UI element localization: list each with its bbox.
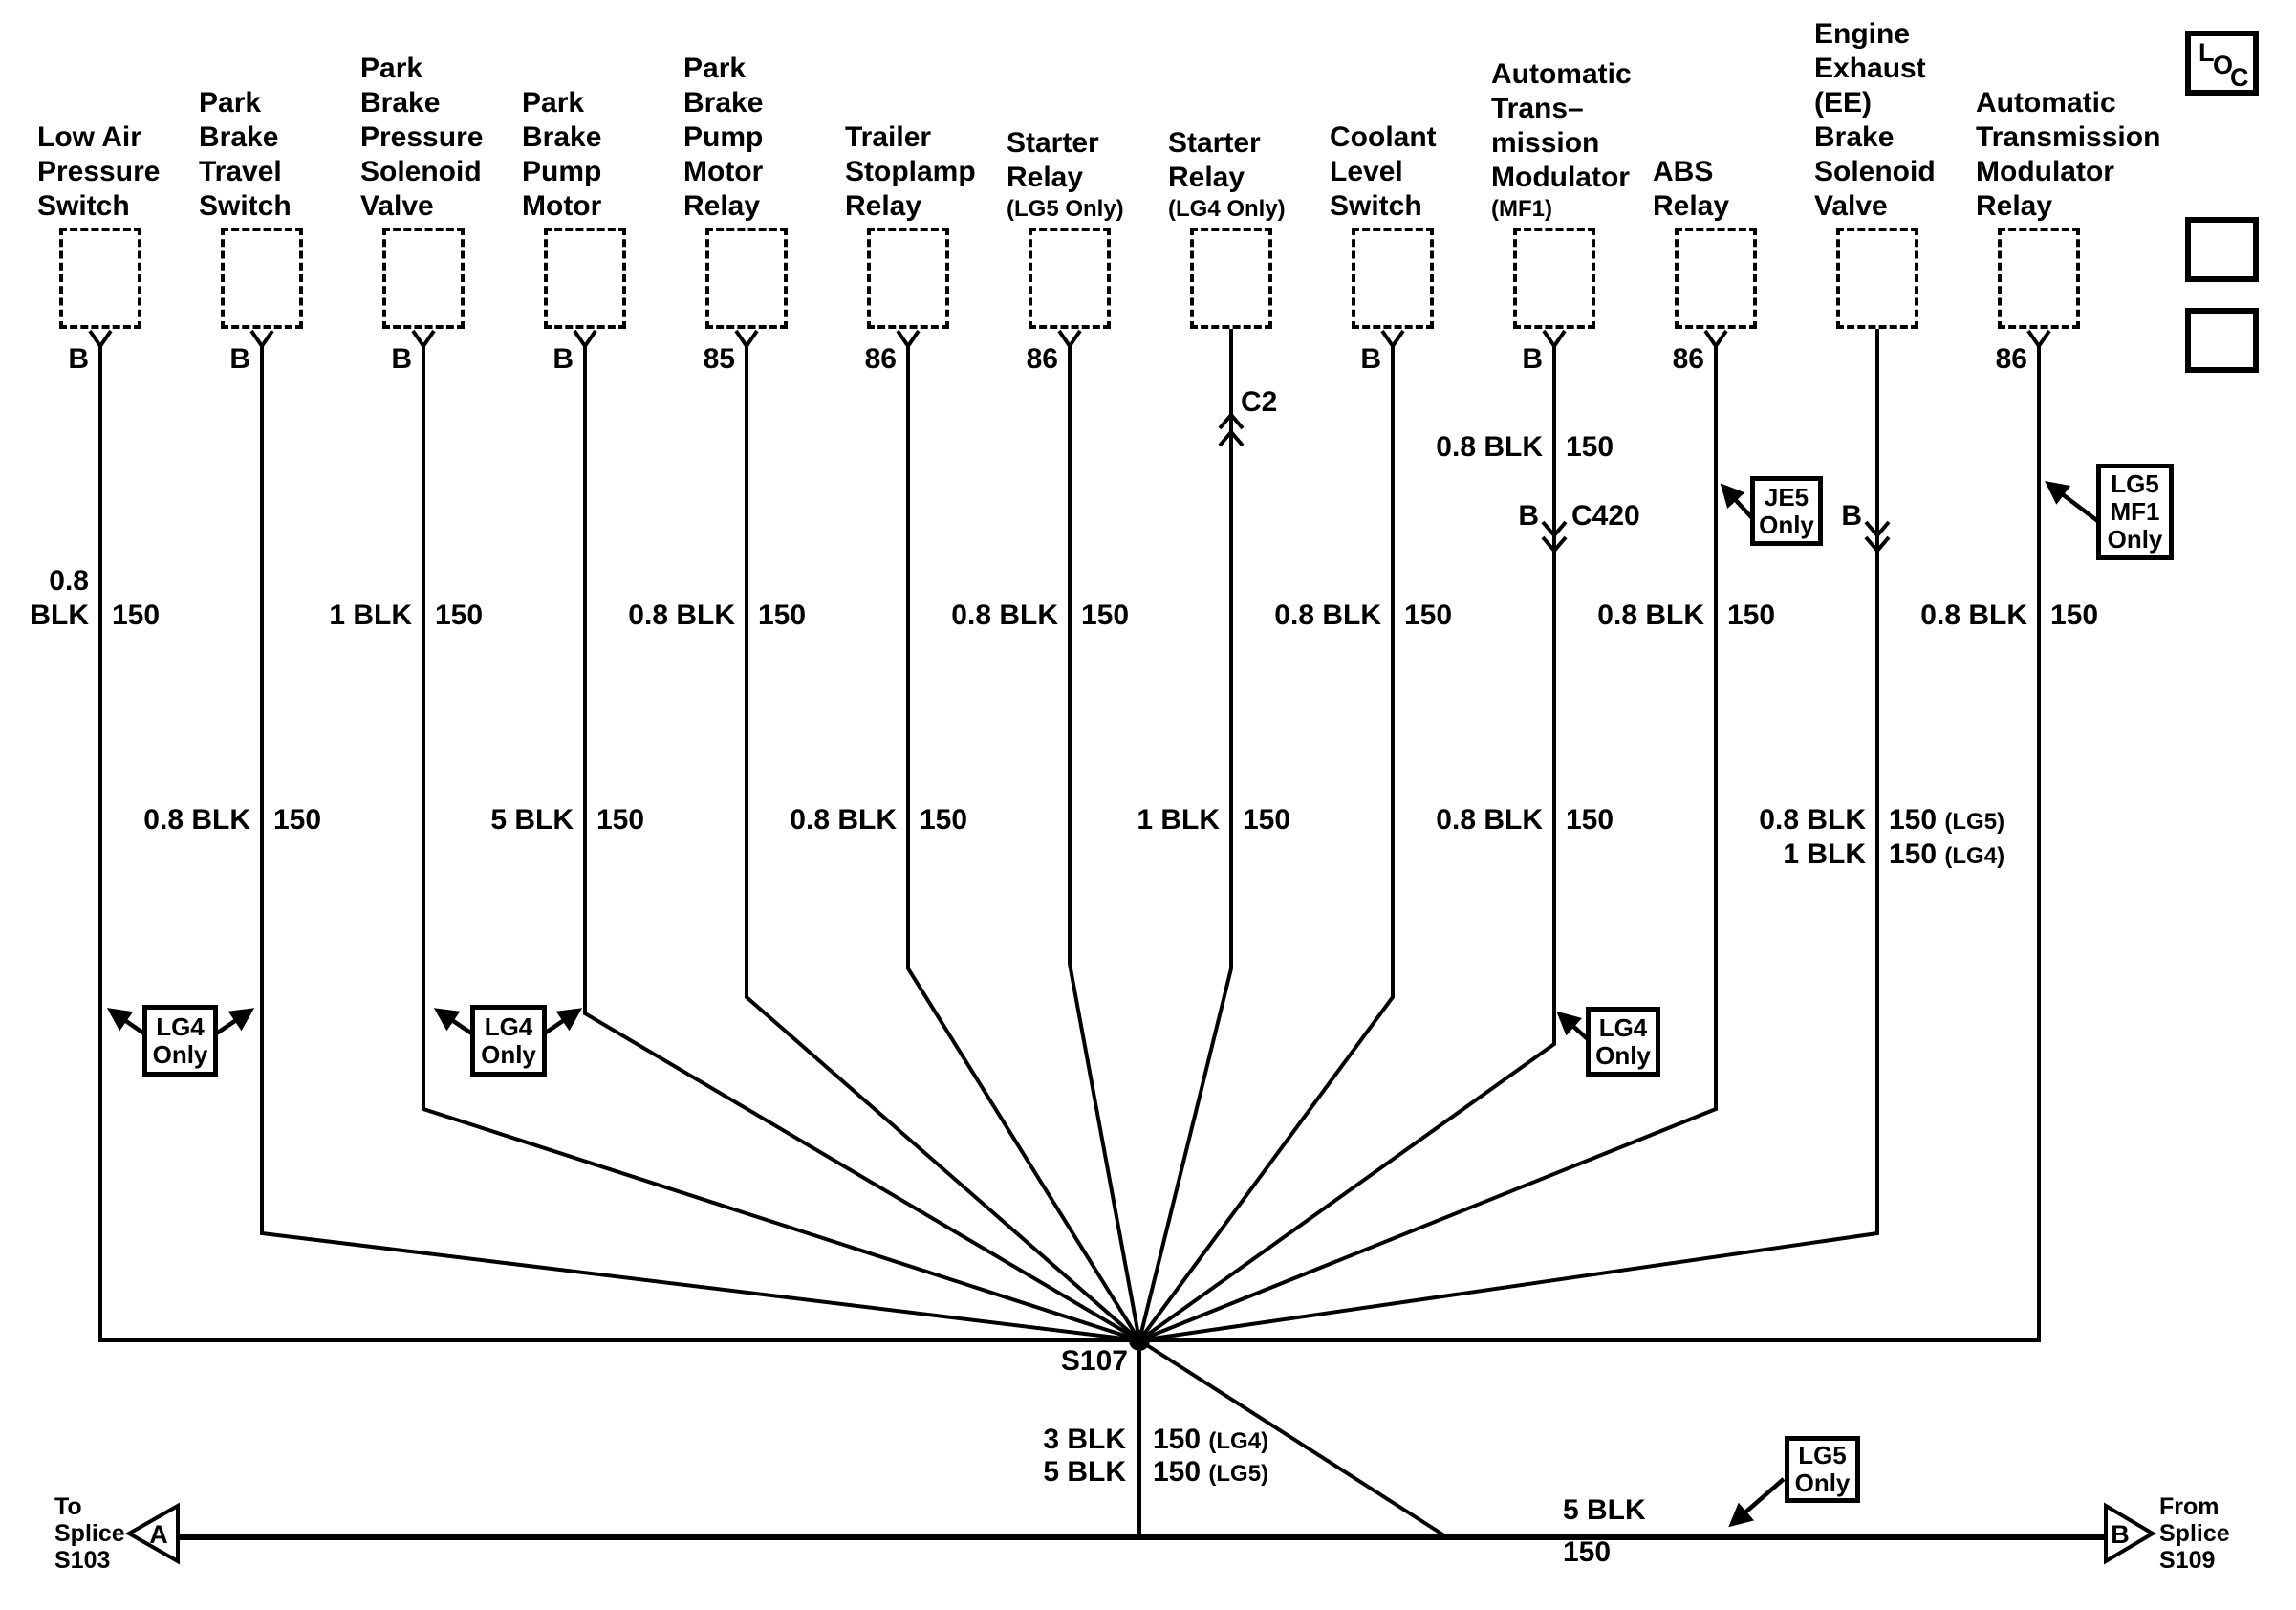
component-label-line: Low Air xyxy=(37,121,141,153)
component-label xyxy=(1168,126,1286,224)
wire-circuit-label: 150 xyxy=(1404,599,1453,631)
wire-size-color-label: 0.8 BLK xyxy=(790,804,897,836)
component-box-ee-brake-solenoid-valve xyxy=(1836,228,1918,329)
wire-park-brake-pump-motor-relay xyxy=(747,346,1139,1340)
note-line: LG4 xyxy=(156,1012,205,1041)
pin-label: 86 xyxy=(864,343,897,375)
wire-size-color-label: 5 BLK xyxy=(1043,1456,1126,1488)
wire-trailer-stoplamp-relay xyxy=(908,346,1139,1340)
wire-park-brake-travel-switch xyxy=(262,346,1139,1340)
component-box-auto-trans-modulator-relay xyxy=(1998,228,2080,329)
component-label xyxy=(37,120,160,224)
component-label xyxy=(1653,155,1729,224)
wire-circuit-number: 150 xyxy=(1153,1456,1202,1488)
pin-label: 86 xyxy=(1026,343,1058,375)
note-line: Only xyxy=(1595,1040,1651,1070)
component-box-starter-relay-lg4 xyxy=(1190,228,1272,329)
component-label-line: Relay xyxy=(1007,162,1084,193)
connector-c420-label: C420 xyxy=(1571,500,1640,532)
component-label xyxy=(1491,57,1632,224)
component-label-line: Modulator xyxy=(1491,162,1630,193)
endpoint-line: Splice xyxy=(2159,1520,2230,1547)
lg4-note-arrow xyxy=(1560,1014,1588,1039)
component-label-line: (EE) xyxy=(1814,87,1872,119)
wire-circuit-number: 150 xyxy=(1889,804,1938,836)
component-label-line: Stoplamp xyxy=(845,156,976,187)
wire-circuit-label xyxy=(1889,838,2004,874)
note-line: MF1 xyxy=(2110,497,2160,526)
component-label-line: Pump xyxy=(522,156,602,187)
pin-fork-icon xyxy=(413,331,434,346)
wire-size-color-label: 1 BLK xyxy=(329,599,412,631)
wire-circuit-label: 150 xyxy=(273,804,322,836)
note-line: Only xyxy=(1794,1469,1851,1497)
wire-circuit-label: 150 xyxy=(758,599,807,631)
component-label-qualifier: (LG5 Only) xyxy=(1007,196,1124,222)
note-box-lg4-only xyxy=(142,1005,218,1077)
wire-circuit-note: (LG5) xyxy=(1208,1461,1269,1487)
splice-a-tag: A xyxy=(149,1520,168,1549)
wire-size-color-label: 0.8 BLK xyxy=(1759,804,1866,836)
component-label-line: Motor xyxy=(683,156,764,187)
wire-circuit-label: 150 xyxy=(596,804,645,836)
pin-label: 86 xyxy=(1995,343,2027,375)
endpoint-line: From xyxy=(2159,1493,2220,1520)
note-line: LG4 xyxy=(1598,1012,1648,1042)
component-label-line: ABS xyxy=(1653,156,1714,187)
pin-fork-icon xyxy=(574,331,596,346)
wire-circuit-label xyxy=(1889,803,2004,839)
connector-pin-label: B xyxy=(1518,500,1539,532)
wire-park-brake-pressure-solenoid-valve xyxy=(423,346,1139,1340)
component-label-line: Pressure xyxy=(360,121,484,153)
wire-circuit-label: 150 xyxy=(112,599,161,631)
connector-pin-label: B xyxy=(1841,500,1862,532)
component-label-line: Exhaust xyxy=(1814,53,1926,84)
wire-size-color-label: 0.8 BLK xyxy=(951,599,1058,631)
note-line: JE5 xyxy=(1764,482,1809,511)
wire-size-color-label: 0.8 BLK xyxy=(143,804,250,836)
note-box-lg5-mf1-only xyxy=(2096,464,2174,560)
pin-label: B xyxy=(229,343,250,375)
pin-label: 86 xyxy=(1672,343,1704,375)
lg4-note-arrow xyxy=(438,1011,473,1034)
component-label-line: Solenoid xyxy=(360,156,482,187)
wire-starter-relay-lg5 xyxy=(1070,346,1139,1340)
component-label-line: Switch xyxy=(1330,190,1422,222)
component-label-line: Brake xyxy=(683,87,764,119)
component-label-line: Travel xyxy=(199,156,282,187)
pin-label: B xyxy=(552,343,574,375)
wire-size-color-label: 0.8 BLK xyxy=(628,599,735,631)
note-line: Only xyxy=(152,1039,208,1069)
component-label xyxy=(1976,86,2160,224)
component-label-line: Park xyxy=(199,87,262,119)
component-label-line: Brake xyxy=(360,87,441,119)
component-label-line: Park xyxy=(683,53,747,84)
component-label-line: Valve xyxy=(360,190,434,222)
component-label xyxy=(683,52,763,224)
component-box-park-brake-pump-motor xyxy=(544,228,626,329)
pin-fork-icon xyxy=(736,331,757,346)
splice-s107-label: S107 xyxy=(1060,1345,1128,1377)
component-label-line: Relay xyxy=(1168,162,1245,193)
note-line: Only xyxy=(1759,510,1814,539)
branch-circuit-label: 150 xyxy=(1563,1536,1612,1568)
pin-fork-icon xyxy=(1059,331,1080,346)
pin-fork-icon xyxy=(1705,331,1726,346)
wire-circuit-note: (LG5) xyxy=(1944,809,2005,835)
pin-label: 85 xyxy=(703,343,735,375)
pin-fork-icon xyxy=(1382,331,1403,346)
component-box-abs-relay xyxy=(1675,228,1757,329)
pin-label: B xyxy=(391,343,412,375)
component-label-line: Relay xyxy=(1976,190,2053,222)
pin-fork-icon xyxy=(898,331,919,346)
wire-low-air-pressure-switch xyxy=(100,346,1139,1340)
pin-label: B xyxy=(1522,343,1543,375)
wire-circuit-label: 150 xyxy=(1727,599,1776,631)
wire-size-color-label: 0.8 BLK xyxy=(1597,599,1704,631)
next-page-button[interactable] xyxy=(2185,217,2259,282)
component-label-line: Starter xyxy=(1007,127,1099,159)
wire-size-color-label: 1 BLK xyxy=(1783,838,1866,870)
component-label-line: Coolant xyxy=(1330,121,1437,153)
pin-fork-icon xyxy=(90,331,111,346)
wire-auto-trans-modulator xyxy=(1139,346,1554,1340)
note-line: Only xyxy=(481,1039,536,1069)
wire-circuit-label: 150 xyxy=(435,599,484,631)
loc-letter: O xyxy=(2213,51,2234,79)
wire-size-color-label: 0.8 BLK xyxy=(1436,804,1543,836)
component-label-line: Automatic xyxy=(1491,58,1632,90)
wire-circuit-label: 150 xyxy=(920,804,968,836)
component-box-trailer-stoplamp-relay xyxy=(867,228,949,329)
note-line: LG4 xyxy=(484,1012,533,1041)
note-box-lg4-only xyxy=(1586,1007,1660,1077)
wire-circuit-label: 150 xyxy=(1566,804,1614,836)
component-label-line: Motor xyxy=(522,190,602,222)
component-label-line: Park xyxy=(360,53,423,84)
note-box-lg4-only xyxy=(470,1005,547,1077)
lg4-note-arrow xyxy=(543,1011,578,1034)
wire-size-color-label: 1 BLK xyxy=(1137,804,1220,836)
lg4-note-arrow xyxy=(111,1011,145,1034)
component-label-line: Engine xyxy=(1814,18,1911,50)
wire-circuit-note: (LG4) xyxy=(1208,1428,1269,1454)
wire-size-color-label: 5 BLK xyxy=(490,804,574,836)
wire-size-color-label: 0.8 BLK xyxy=(1274,599,1381,631)
component-label-line: Modulator xyxy=(1976,156,2114,187)
component-label-line: Brake xyxy=(522,121,602,153)
wire-circuit-label: 150 xyxy=(1081,599,1130,631)
component-label-line: Level xyxy=(1330,156,1403,187)
note-box-lg5-only xyxy=(1785,1436,1860,1503)
wire-park-brake-pump-motor xyxy=(585,346,1139,1340)
pin-fork-icon xyxy=(1544,331,1565,346)
component-label-line: mission xyxy=(1491,127,1600,159)
loc-button[interactable] xyxy=(2185,31,2259,96)
component-label xyxy=(199,86,292,224)
component-label-line: Trans– xyxy=(1491,93,1584,124)
component-label-line: Valve xyxy=(1814,190,1888,222)
loc-letter: C xyxy=(2230,63,2249,92)
wire-circuit-note: (LG4) xyxy=(1944,843,2005,869)
wire-circuit-number: 150 xyxy=(1889,838,1938,870)
component-label-line: Switch xyxy=(37,190,130,222)
component-label-line: Automatic xyxy=(1976,87,2116,119)
component-label-line: Transmission xyxy=(1976,121,2161,153)
component-label-line: Relay xyxy=(1653,190,1730,222)
endpoint-line: To xyxy=(54,1493,82,1520)
component-label-line: Relay xyxy=(683,190,761,222)
splice-b-tag: B xyxy=(2111,1520,2130,1549)
component-label-line: Solenoid xyxy=(1814,156,1936,187)
component-label-qualifier: (LG4 Only) xyxy=(1168,196,1286,222)
component-box-coolant-level-switch xyxy=(1352,228,1434,329)
component-label-line: Park xyxy=(522,87,585,119)
branch-wire-label: 5 BLK xyxy=(1563,1494,1646,1526)
pin-label: B xyxy=(1360,343,1381,375)
pin-fork-icon xyxy=(2028,331,2049,346)
wire-size-color-label: 0.8 BLK xyxy=(1920,599,2027,631)
component-box-park-brake-pressure-solenoid-valve xyxy=(382,228,465,329)
component-label-line: Pump xyxy=(683,121,764,153)
component-label-line: Relay xyxy=(845,190,922,222)
component-label xyxy=(845,120,976,224)
lg4-note-arrow xyxy=(215,1011,250,1034)
endpoint-line: Splice xyxy=(54,1520,125,1547)
wire-circuit-label: 150 xyxy=(1566,431,1614,463)
component-label-line: Starter xyxy=(1168,127,1261,159)
endpoint-right-label xyxy=(2159,1493,2230,1574)
component-box-auto-trans-modulator xyxy=(1513,228,1595,329)
component-box-starter-relay-lg5 xyxy=(1029,228,1111,329)
endpoint-line: S109 xyxy=(2159,1547,2216,1574)
component-box-park-brake-pump-motor-relay xyxy=(705,228,788,329)
wire-circuit-number: 150 xyxy=(1153,1424,1202,1455)
wire-circuit-label xyxy=(1153,1455,1268,1491)
component-label-line: Pressure xyxy=(37,156,161,187)
component-label-qualifier: (MF1) xyxy=(1491,196,1552,222)
wire-circuit-label: 150 xyxy=(1243,804,1291,836)
endpoint-left-label xyxy=(54,1493,125,1574)
wire-gauge-label: 0.8 xyxy=(49,565,89,597)
lg5-mf1-note-arrow xyxy=(2048,484,2099,522)
component-label xyxy=(1330,120,1437,224)
component-label xyxy=(522,86,601,224)
note-line: LG5 xyxy=(1798,1441,1847,1469)
note-line: LG5 xyxy=(2111,469,2159,498)
endpoint-line: S103 xyxy=(54,1547,111,1574)
component-label-line: Brake xyxy=(199,121,279,153)
note-box-je5-only xyxy=(1750,476,1823,546)
wire-circuit-label: 150 xyxy=(2050,599,2099,631)
component-label xyxy=(1007,126,1124,224)
pin-label: B xyxy=(68,343,89,375)
component-box-low-air-pressure-switch xyxy=(59,228,141,329)
loc-letter: L xyxy=(2199,38,2215,67)
wire-size-color-label: 0.8 BLK xyxy=(1436,431,1543,463)
component-box-park-brake-travel-switch xyxy=(221,228,303,329)
component-label xyxy=(360,52,483,224)
component-label-line: Trailer xyxy=(845,121,932,153)
component-label-line: Brake xyxy=(1814,121,1895,153)
previous-page-button[interactable] xyxy=(2185,308,2259,373)
pin-fork-icon xyxy=(251,331,272,346)
wire-color-label: BLK xyxy=(30,599,89,631)
component-label-line: Switch xyxy=(199,190,292,222)
wire-size-color-label: 3 BLK xyxy=(1043,1424,1126,1455)
wire-circuit-label xyxy=(1153,1423,1268,1459)
connector-c2-label: C2 xyxy=(1241,386,1278,418)
note-line: Only xyxy=(2107,525,2163,554)
component-label xyxy=(1814,17,1936,224)
lg5-note-arrow xyxy=(1732,1479,1784,1524)
splice-s107-dot xyxy=(1129,1330,1150,1351)
